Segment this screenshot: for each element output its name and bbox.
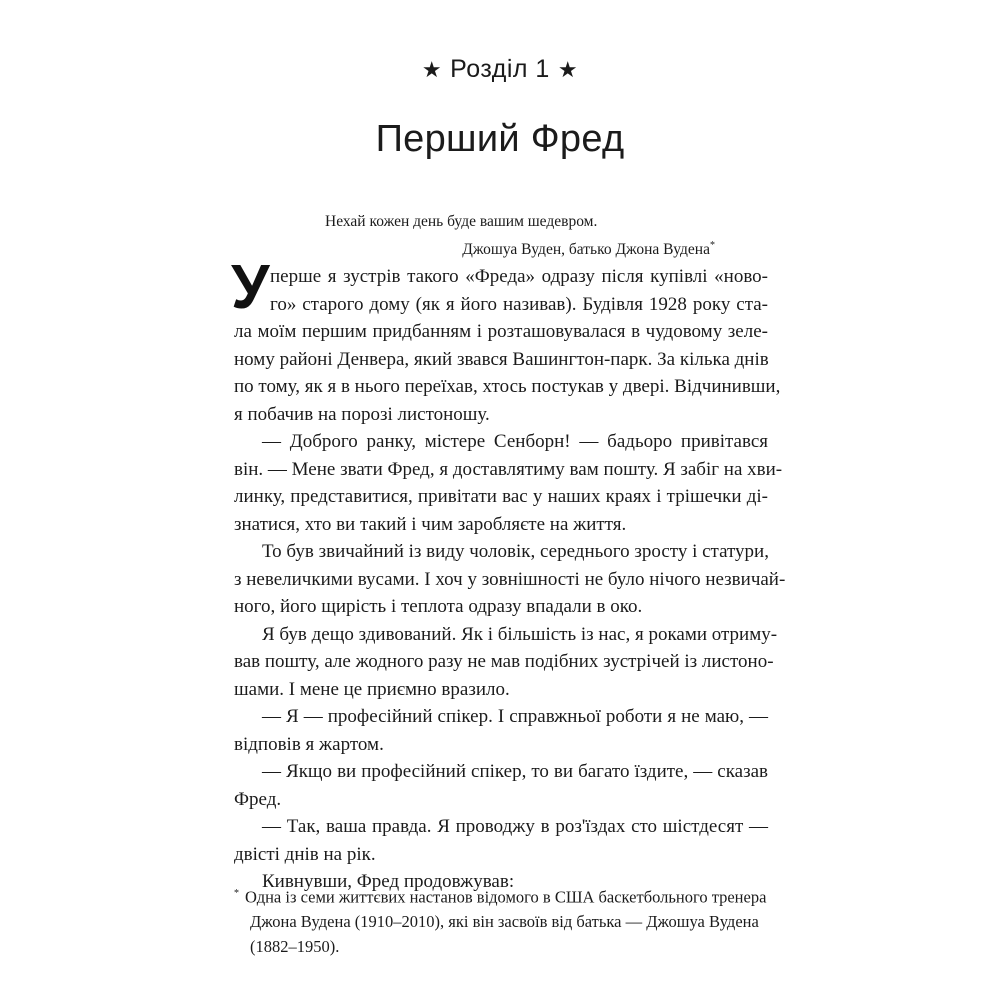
text-line: Фред. [234,788,282,810]
text-line: з невеличкими вусами. І хоч у зовнішності не було нічого незвичай- [234,568,786,590]
text-line: Я був дещо здивований. Як і більшість із нас, я роками отриму- [262,623,778,645]
star-icon: ★ [421,57,443,82]
text-line: знатися, хто ви такий і чим заробляєте на життя. [234,513,627,535]
text-line: линку, представитися, привітати вас у наших краях і трішечки ді- [234,486,768,507]
footnote-line: (1882–1950). [250,936,340,956]
chapter-label [0,55,1000,84]
epigraph-author [325,234,715,262]
text-line: го» старого дому (як я його називав). Будівля 1928 року ста- [270,293,768,315]
footnote [234,882,768,959]
text-line: вав пошту, але жодного разу не мав подібних зустрічей із листоно- [234,651,774,672]
text-line: шами. І мене це приємно вразило. [234,678,510,700]
text-line: він. — Мене звати Фред, я доставлятиму вам пошту. Я забіг на хви- [234,458,783,480]
text-line: ному районі Денвера, який звався Вашингтон-парк. За кілька днів [234,348,769,370]
epigraph-quote: Нехай кожен день буде вашим шедевром. [325,213,598,230]
footnote-line: Джона Вудена (1910–2010), які він засвоїв від батька — Джошуа Вудена [250,912,759,931]
text-line: — Так, ваша правда. Я проводжу в роз'їздах сто шістдесят — [262,816,768,837]
text-line: я побачив на порозі листоношу. [234,403,490,425]
chapter-number-label: Розділ 1 [450,55,550,83]
text-line: відповів я жартом. [234,733,384,755]
footnote-text: Одна із семи життєвих настанов відомого в США баскетбольного тренера [245,887,767,907]
drop-cap: У [231,253,270,322]
chapter-title: Перший Фред [375,118,625,160]
footnote-marker: * [234,888,239,899]
footnote-marker: * [710,240,715,251]
text-line: — Якщо ви професійний спікер, то ви багато їздите, — сказав [262,761,768,782]
text-line: двісті днів на рік. [234,843,376,865]
footnote-line [234,882,768,910]
text-line: перше я зустрів такого «Фреда» одразу після купівлі «ново- [270,266,768,287]
epigraph-author-text: Джошуа Вуден, батько Джона Вудена [462,241,710,259]
text-line: по тому, як я в нього переїхав, хтось постукав у двері. Відчинивши, [234,376,781,397]
text-line: То був звичайний із виду чоловік, середнього зросту і статури, [262,541,769,562]
text-line: ного, його щирість і теплота одразу впадали в око. [234,596,643,617]
text-line: — Я — професійний спікер. І справжньої роботи я не маю, — [262,706,768,727]
star-icon: ★ [557,57,579,82]
text-line: Кивнувши, Фред продовжував: [262,871,515,892]
epigraph [325,210,715,262]
text-line: ла моїм першим придбанням і розташовувалася в чудовому зеле- [234,321,768,342]
text-line: — Доброго ранку, містере Сенборн! — бадьоро привітався [262,431,768,452]
body-text [231,253,786,896]
